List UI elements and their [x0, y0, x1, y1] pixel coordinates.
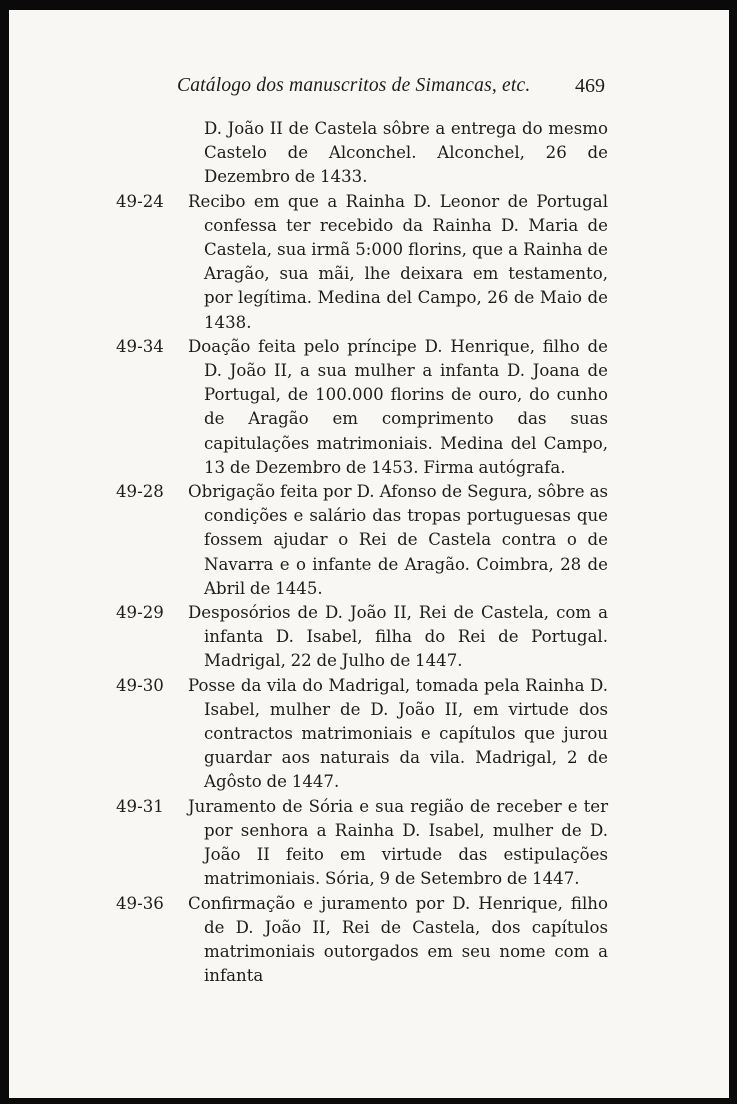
running-head-title: Catálogo dos manuscritos de Simancas, etc. — [177, 75, 531, 96]
entry-number: 49-24 — [116, 191, 164, 211]
running-head — [177, 72, 605, 102]
page-content — [9, 10, 729, 1098]
entry-number: 49-30 — [116, 675, 164, 695]
catalog-entries — [9, 117, 729, 988]
catalog-entry — [9, 601, 729, 674]
entry-text: Juramento de Sória e sua região de receber e ter por senhora a Rainha D. Isabel, mulher de D. João II feito em virtude das estipulações matrimoniais. Sória, 9 de Setembro de 1447. — [188, 796, 608, 889]
entry-text: Confirmação e juramento por D. Henrique, filho de D. João II, Rei de Castela, dos capítulos matrimoniais outorgados em seu nome com a infanta — [188, 893, 608, 986]
entry-number: 49-34 — [116, 336, 164, 356]
entry-number: 49-29 — [116, 603, 164, 623]
catalog-entry — [9, 190, 729, 335]
catalog-entry — [9, 892, 729, 989]
entry-text: Posse da vila do Madrigal, tomada pela Rainha D. Isabel, mulher de D. João II, em virtude dos contractos matrimoniais e capítulos que jurou guardar aos naturais da vila. Madrigal, 2 de Agôsto de 1447. — [188, 675, 608, 792]
catalog-entry — [9, 335, 729, 480]
entry-text: D. João II de Castela sôbre a entrega do mesmo Castelo de Alconchel. Alconchel, 26 de Dezembro de 1433. — [204, 119, 608, 187]
book-page — [9, 10, 729, 1098]
entry-number: 49-31 — [116, 796, 164, 816]
entry-text: Desposórios de D. João II, Rei de Castela, com a infanta D. Isabel, filha do Rei de Portugal. Madrigal, 22 de Julho de 1447. — [188, 603, 608, 671]
entry-text: Doação feita pelo príncipe D. Henrique, filho de D. João II, a sua mulher a infanta D. Joana de Portugal, de 100.000 florins de ouro, do cunho de Aragão em comprimento das suas capitulações matrimoniais. Medina del Campo, 13 de Dezembro de 1453. Firma autógrafa. — [188, 336, 608, 477]
catalog-entry — [9, 480, 729, 601]
page-number: 469 — [575, 75, 605, 97]
catalog-entry — [9, 117, 729, 190]
catalog-entry — [9, 795, 729, 892]
catalog-entry — [9, 674, 729, 795]
entry-text: Recibo em que a Rainha D. Leonor de Portugal confessa ter recebido da Rainha D. Maria de Castela, sua irmã 5:000 florins, que a Rainha de Aragão, sua mãi, lhe deixara em testamento, por legítima. Medina del Campo, 26 de Maio de 1438. — [188, 191, 608, 332]
entry-number: 49-28 — [116, 482, 164, 502]
entry-text: Obrigação feita por D. Afonso de Segura, sôbre as condições e salário das tropas portuguesas que fossem ajudar o Rei de Castela contra o de Navarra e o infante de Aragão. Coimbra, 28 de Abril de 1445. — [188, 482, 608, 598]
entry-number: 49-36 — [116, 893, 164, 913]
